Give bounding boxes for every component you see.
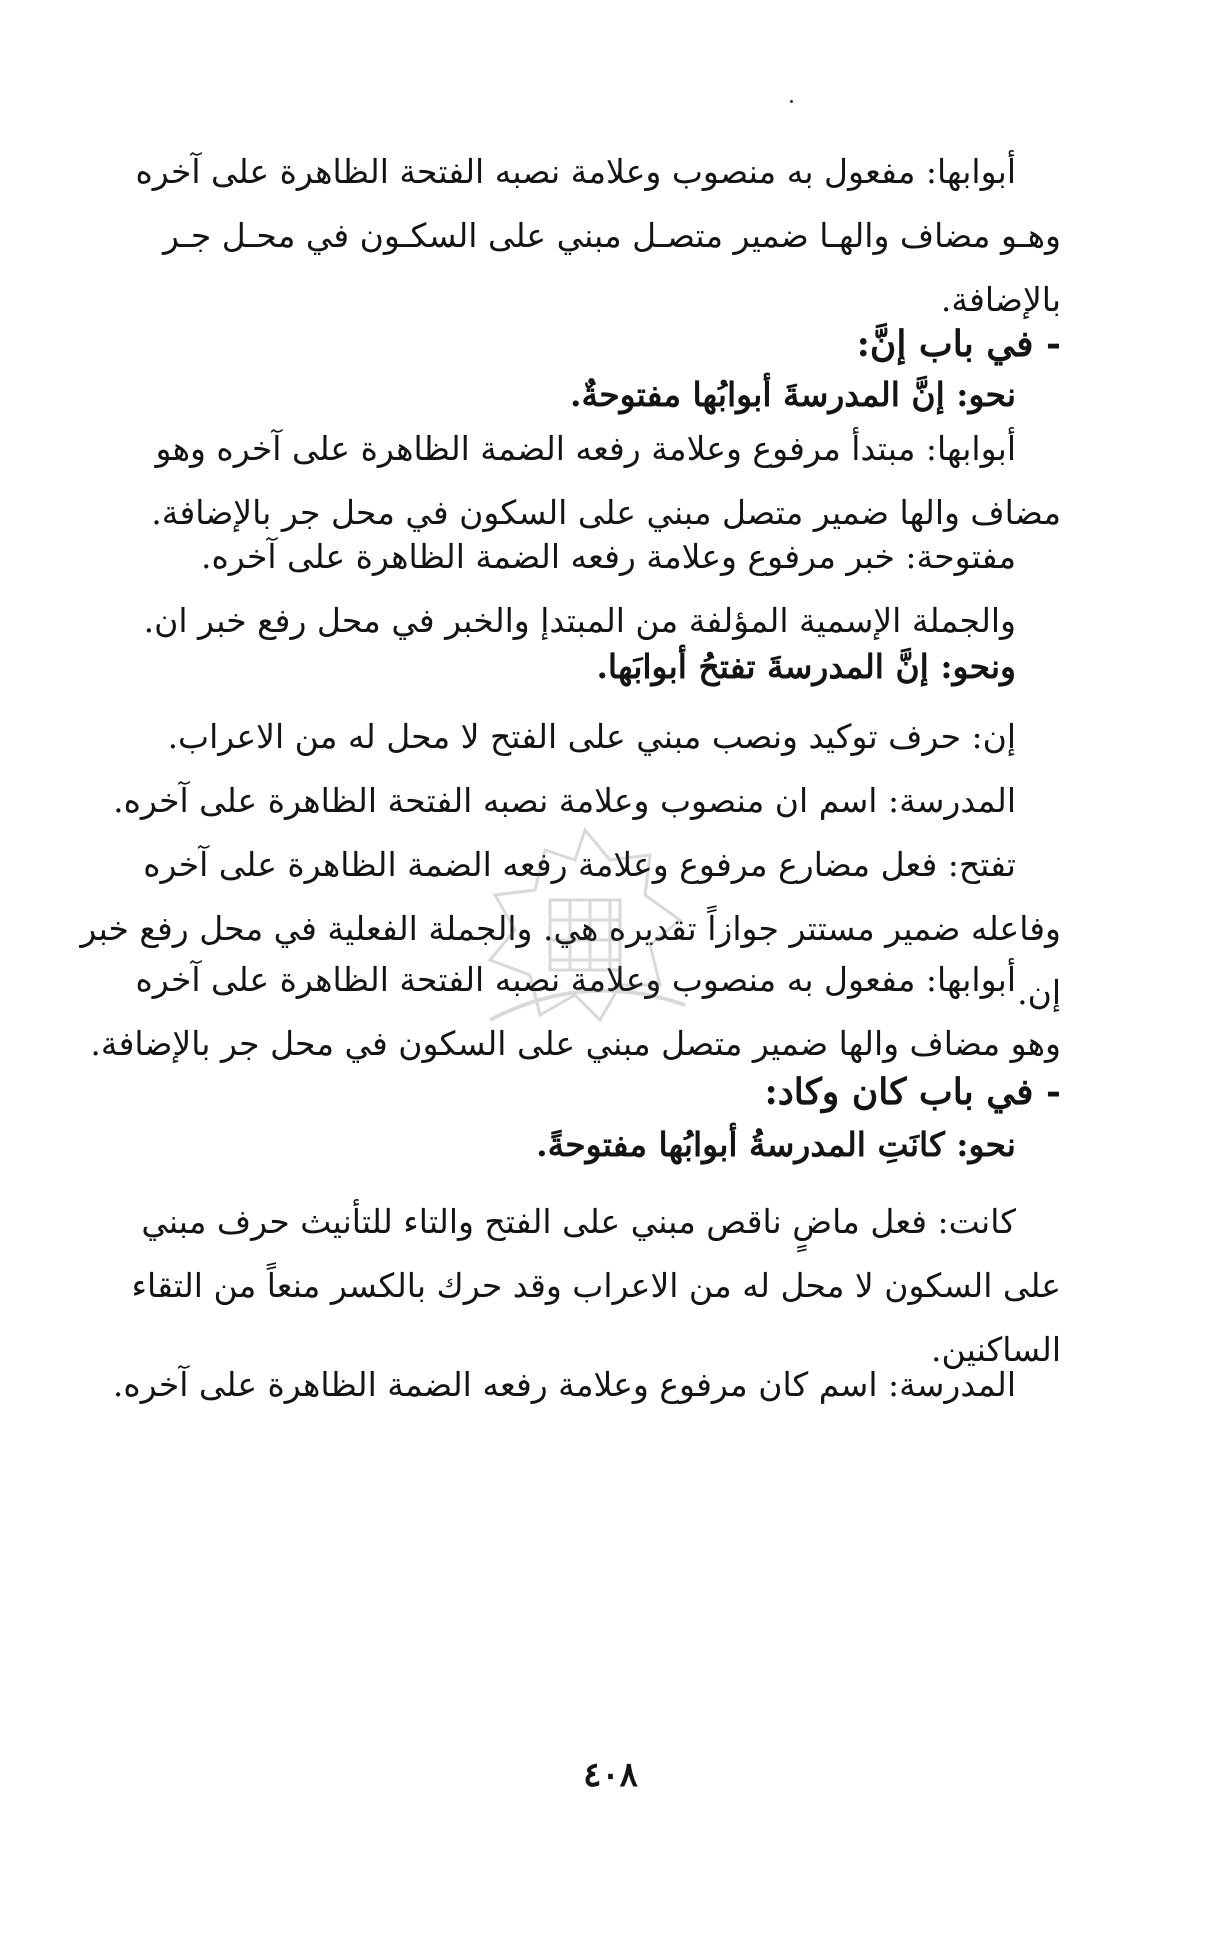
text-line: إن: حرف توكيد ونصب مبني على الفتح لا محل له من الاعراب. [167,717,1016,756]
text-line: وهو مضاف والها ضمير متصل مبني على السكون في محل جر بالإضافة. [90,1024,1061,1063]
text-line: كانت: فعل ماضٍ ناقص مبني على الفتح والتاء للتأنيث حرف مبني [141,1202,1016,1241]
paragraph-ism-kana [112,1353,1061,1417]
text-line: وهـو مضاف والهـا ضمير متصـل مبني على السكـون في محـل جـر [162,216,1061,255]
text-line: المدرسة: اسم ان منصوب وعلامة نصبه الفتحة الظاهرة على آخره. [113,781,1016,820]
example-text: نحو: إنَّ المدرسةَ أبوابُها مفتوحةٌ. [570,375,1016,414]
text-line: أبوابها: مبتدأ مرفوع وعلامة رفعه الضمة الظاهرة على آخره وهو [155,429,1016,468]
text-line: تفتح: فعل مضارع مرفوع وعلامة رفعه الضمة الظاهرة على آخره [143,845,1016,884]
paragraph-mafool-bihi-1 [135,140,1061,332]
example-text: نحو: كانَتِ المدرسةُ أبوابُها مفتوحةً. [536,1125,1016,1164]
text-line: أبوابها: مفعول به منصوب وعلامة نصبه الفتحة الظاهرة على آخره [135,960,1016,999]
example-text: ونحو: إنَّ المدرسةَ تفتحُ أبوابَها. [596,647,1016,686]
text-line: أبوابها: مفعول به منصوب وعلامة نصبه الفتحة الظاهرة على آخره [135,152,1016,191]
library-stamp-watermark [470,820,700,1050]
text-line: على السكون لا محل له من الاعراب وقد حرك بالكسر منعاً من التقاء [131,1266,1061,1305]
example-sentence-2 [161,635,1061,699]
text-line: وفاعله ضمير مستتر جوازاً تقديره هي. والجملة الفعلية في محل رفع خبر [80,909,1061,948]
page-number: ٤٠٨ [583,1755,638,1795]
heading-text: - في باب إنَّ: [856,323,1061,365]
text-line: بالإضافة. [940,280,1061,319]
heading-text: - في باب كان وكاد: [764,1071,1061,1113]
text-line: المدرسة: اسم كان مرفوع وعلامة رفعه الضمة الظاهرة على آخره. [112,1365,1016,1404]
text-line: مضاف والها ضمير متصل مبني على السكون في محل جر بالإضافة. [151,493,1061,532]
text-line: إن. [1017,973,1061,1012]
example-sentence-3 [161,1113,1061,1177]
scan-speck [790,100,793,103]
text-line: والجملة الإسمية المؤلفة من المبتدإ والخبر في محل رفع خبر ان. [143,601,1016,640]
text-line: الساكنين. [931,1330,1061,1369]
text-line: مفتوحة: خبر مرفوع وعلامة رفعه الضمة الظاهرة على آخره. [200,537,1016,576]
paragraph-khabar [143,525,1061,653]
